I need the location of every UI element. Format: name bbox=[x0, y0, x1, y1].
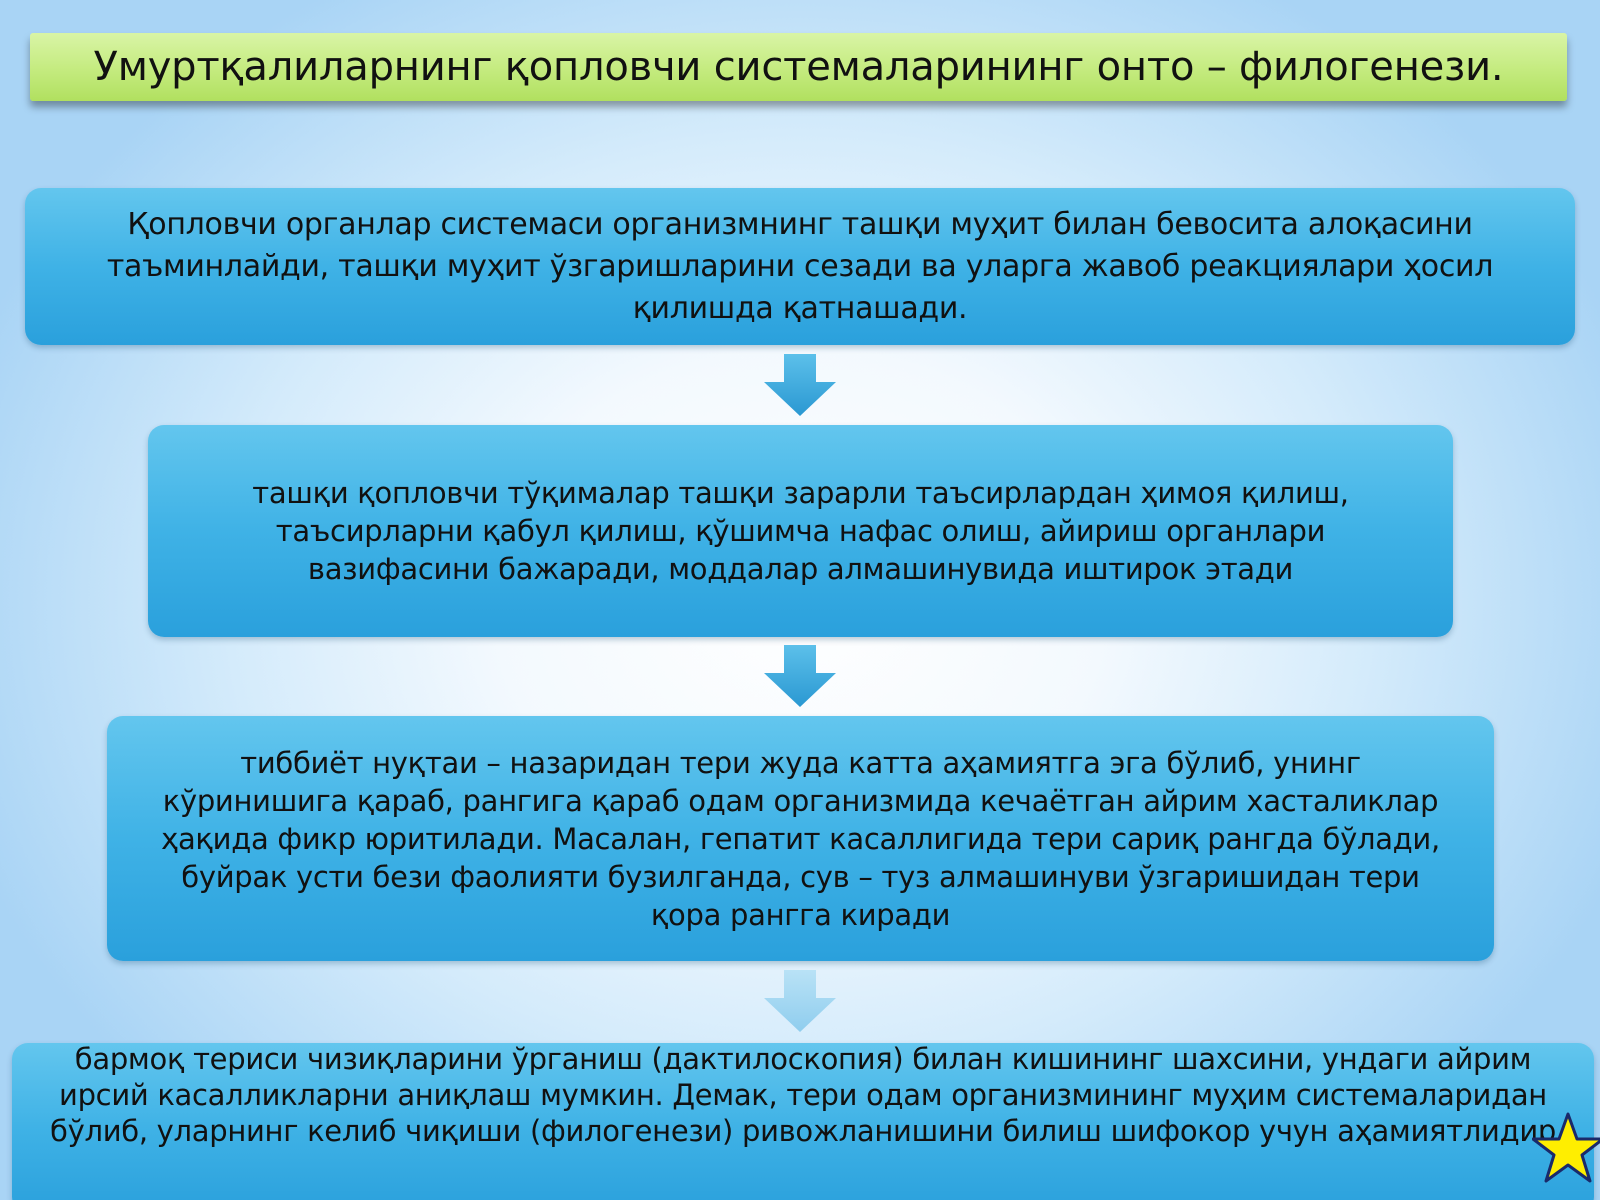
star-icon[interactable] bbox=[1532, 1112, 1600, 1184]
down-arrow-icon bbox=[764, 645, 836, 707]
down-arrow-icon bbox=[764, 354, 836, 416]
flow-box-1 bbox=[25, 188, 1575, 345]
flow-box-2-text: ташқи қопловчи тўқималар ташқи зарарли таъсирлардан ҳимоя қилиш, таъсирларни қабул қилиш, қўшимча нафас олиш, айириш органлари вазифасини бажаради, моддалар алмашинувида иштирок этади bbox=[252, 476, 1349, 586]
flow-box-3-text: тиббиёт нуқтаи – назаридан тери жуда катта аҳамиятга эга бўлиб, унинг кўринишига қараб, рангига қараб одам организмида кечаётган айрим хасталиклар ҳақида фикр юритилади. Масалан, гепатит касаллигида тери сариқ рангда бўлади, буйрак усти бези фаолияти бузилганда, сув – туз алмашинуви ўзгаришидан тери қора рангга киради bbox=[161, 745, 1440, 932]
slide-title-bar bbox=[30, 33, 1567, 101]
down-arrow-icon bbox=[764, 970, 836, 1032]
slide-title: Умуртқалиларнинг қопловчи системаларининг онто – филогенези. bbox=[93, 44, 1504, 90]
flow-box-4 bbox=[12, 1043, 1594, 1200]
flow-box-4-text: бармоқ териси чизиқларини ўрганиш (дактилоскопия) билан кишининг шахсини, ундаги айрим ирсий касалликларни аниқлаш мумкин. Демак, тери одам организмининг муҳим системаларидан бўлиб, уларнинг келиб чиқиши (филогенези) ривожланишини билиш шифокор учун аҳамиятлидир bbox=[50, 1042, 1556, 1148]
flow-box-3 bbox=[107, 716, 1494, 961]
flow-box-2 bbox=[148, 425, 1453, 637]
flow-box-1-text: Қопловчи органлар системаси организмнинг ташқи муҳит билан бевосита алоқасини таъминлайди, ташқи муҳит ўзгаришларини сезади ва уларга жавоб реакциялари ҳосил қилишда қатнашади. bbox=[106, 206, 1494, 326]
